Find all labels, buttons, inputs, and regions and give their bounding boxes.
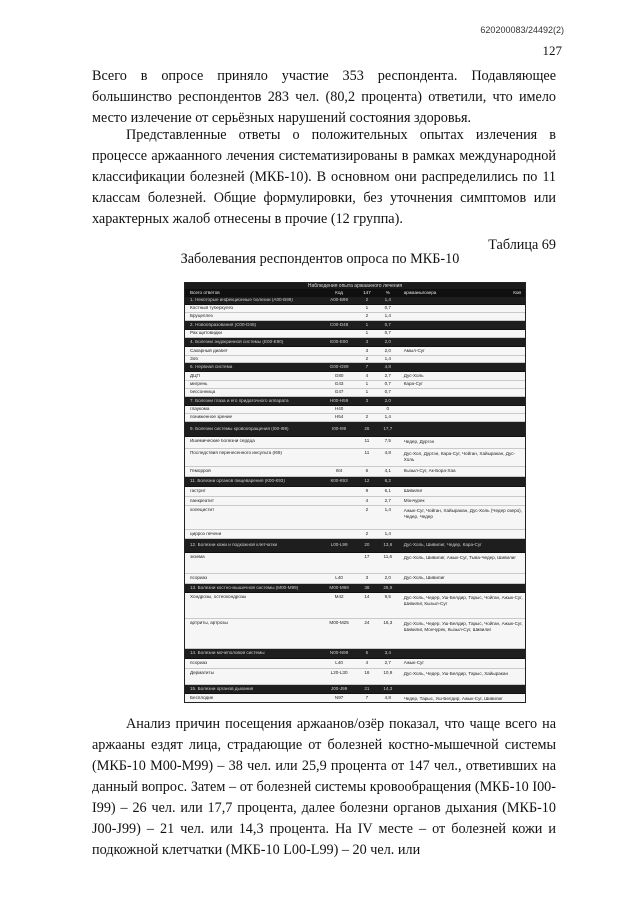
row-percent: 4,8 [384, 450, 391, 455]
row-count: 2 [365, 313, 369, 319]
row-code: Е00-Е90 [330, 339, 349, 344]
row-percent: 14,3 [383, 685, 393, 691]
header-percent: % [385, 289, 390, 295]
row-label: ДЦП [190, 373, 200, 378]
row-percent: 0,7 [384, 381, 391, 387]
row-label: 1. Некоторые инфекционные болезни (А00-В99) [190, 298, 293, 303]
row-code: А00-В99 [330, 298, 349, 303]
row-percent: 1,4 [384, 530, 391, 536]
row-code: G00-G99 [329, 364, 349, 369]
row-places: Дус-Холь, Шивилиг, Чедер, Кара-Суг [403, 543, 482, 548]
row-label: 14. Болезни мочеполовой системы [190, 651, 265, 656]
row-label: бессонница [190, 390, 216, 395]
table-row [185, 389, 525, 397]
row-places: Дус-Холь, Чедер, Уш-Белдир, Тарыс, Чойган, Ажык-Суг, Шивилиг, Кызыл-Суг [403, 595, 523, 606]
table-group-row [185, 338, 525, 347]
row-count: 3 [365, 397, 369, 403]
table-row [185, 449, 525, 467]
table-row [185, 467, 525, 477]
row-percent: 8,2 [384, 478, 391, 484]
row-code: H00-H59 [329, 398, 349, 403]
row-code: J00-J99 [330, 686, 348, 691]
table-row [185, 406, 525, 414]
table-group-row [185, 685, 525, 694]
row-percent: 1,4 [384, 313, 391, 319]
row-count: 7 [365, 695, 369, 700]
row-code: С00-D48 [329, 322, 349, 327]
table-row [185, 356, 525, 363]
paragraph-analysis: Анализ причин посещения аржаанов/озёр показал, что чаще всего на аржааны ездят лица, страдающие от болезней костно-мышечной системы (МКБ-10 М00-М99) – 38 чел. или 25,9 процента от 147 чел., ответивших на данный вопрос. Затем – от болезней системы кровообращения (МКБ-10 I00-I99) – 26 чел. или 17,7 процента, далее болезни органов дыхания (МКБ-10 J00-J99) – 21 чел. или 14,3 процента. На IV месте – от болезней кожи и подкожной клетчатки (МКБ-10 L00-L99) – 20 чел. или [92, 716, 556, 858]
row-places: Ажык-Суг [403, 661, 425, 666]
row-label: 7. Болезни глаза и его придаточного аппарата [190, 398, 289, 403]
table-row [185, 574, 525, 584]
table-row [185, 372, 525, 381]
table-row [185, 497, 525, 506]
row-percent: 25,9 [383, 584, 393, 590]
row-count: 2 [365, 414, 369, 420]
row-label: глаукома [190, 407, 210, 412]
row-count: 1 [365, 389, 369, 395]
row-label: 2. Новообразования (С00-D48) [190, 322, 257, 327]
row-label: 13. Болезни костно-мышечной системы (М00-М99) [190, 585, 299, 590]
table-row [185, 305, 525, 313]
table-row [185, 694, 525, 703]
row-places: Дус-Холь, Шивилиг [403, 576, 445, 581]
header-count: 147 [363, 289, 371, 295]
row-count: 3 [365, 338, 369, 344]
row-places: Дус-Холь [403, 373, 424, 378]
row-count: 14 [364, 594, 370, 599]
row-label: Зоб [190, 356, 198, 361]
row-percent: 4,1 [384, 468, 391, 474]
row-percent: 17,7 [383, 425, 393, 431]
row-percent: 16,3 [383, 620, 393, 625]
table-row [185, 506, 525, 530]
table-header-row [185, 289, 525, 297]
row-percent: 1,4 [384, 414, 391, 420]
row-percent: 2,0 [384, 338, 391, 344]
row-percent: 0,7 [384, 389, 391, 395]
row-places: Мончурек [403, 498, 425, 503]
row-percent: 4,8 [384, 363, 391, 369]
row-count: 6 [365, 468, 369, 474]
row-label: мигрень [190, 382, 208, 387]
table-row [185, 669, 525, 685]
row-percent: 3,4 [384, 650, 391, 656]
row-label: Костный туберкулез [190, 306, 234, 311]
row-count: 21 [364, 685, 370, 691]
row-percent: 1,4 [384, 297, 391, 303]
row-places: Дус-Хол, Дургэн, Кара-Суг, Чойган, Хайыракан, Дус-Холь [403, 451, 516, 462]
table-group-row [185, 539, 525, 553]
row-count: 38 [364, 584, 370, 590]
row-percent: 10,9 [383, 670, 393, 675]
row-count: 11 [364, 450, 370, 455]
row-code: H54 [334, 415, 344, 420]
row-percent: 2,0 [384, 347, 391, 353]
header-extra: Кой [513, 290, 521, 295]
row-code: H40 [334, 407, 344, 412]
table-row [185, 437, 525, 449]
row-percent: 0,7 [384, 321, 391, 327]
row-count: 24 [364, 620, 370, 625]
row-percent: 1,4 [384, 356, 391, 361]
row-code: N97 [334, 696, 344, 700]
table-group-row [185, 422, 525, 437]
row-count: 4 [365, 660, 369, 666]
table-group-row [185, 477, 525, 487]
row-label: пониженное зрение [190, 415, 233, 420]
row-code: G80 [334, 373, 344, 378]
row-label: Рак щитовидки [190, 331, 222, 336]
table-row [185, 593, 525, 619]
document-id: 620200083/24492(2) [480, 25, 564, 35]
row-label: Бруцеллез [190, 314, 213, 319]
row-places: Кызыл-Суг, Ак-Бора-Хаа [403, 469, 456, 474]
paragraph-icd-classification: Представленные ответы о положительных опытах излечения в процессе аржаанного лечения систематизированы в рамках международной классификации болезней (МКБ-10). В основном они распределились по 11 классам болезней. Общие формулировки, без уточнения симптомов или характерных жалоб отнесены в прочие (12 группа). [92, 127, 556, 227]
row-places: Дус-Холь, Чедер, Уш-Белдир, Тарыс, Хайыракан [403, 671, 509, 676]
row-label: 6. Нервная система [190, 364, 233, 369]
row-percent: 1,4 [384, 507, 391, 512]
header-answers: Всего ответов [190, 290, 220, 295]
row-count: 1 [365, 381, 369, 387]
row-code: М00-М25 [329, 621, 349, 625]
table-group-row [185, 649, 525, 659]
row-label: Геморрой [190, 469, 211, 474]
row-label: псориаз [190, 576, 208, 581]
row-label: Бесплодие [190, 696, 214, 700]
row-code: G47 [334, 390, 344, 395]
row-label: Ишемические болезни сердца [190, 439, 255, 443]
header-places-label: аржааны/озера [403, 290, 437, 295]
row-percent: 2,7 [384, 497, 391, 503]
row-label: экзема [190, 555, 205, 559]
row-places: Дус-Холь, Чедер, Уш-Белдир, Тарыс, Чойган, Ажык-Суг, Шивилиг, Мончурек, Кызыл-Суг, Шивилиг [403, 621, 523, 632]
row-label: артриты, артрозы [190, 621, 228, 625]
row-code: М00-М99 [329, 585, 349, 590]
row-places: Чедер, Тарыс, Уш-Белдир, Ажык-Суг, Шивилиг [403, 696, 503, 701]
table-row [185, 347, 525, 356]
table-row [185, 553, 525, 574]
table-row [185, 330, 525, 338]
row-count: 1 [365, 330, 369, 336]
header-code: Код [335, 290, 343, 295]
table-group-row [185, 397, 525, 406]
row-count: 7 [365, 363, 369, 369]
row-places: Ажык-Суг, Чойган, Хайыракан, Дус-Холь (Чедер озеро), Чедер, Чедер [403, 508, 522, 519]
row-label: 11. Болезни органов пищеварения (К00-К93) [190, 479, 285, 484]
row-label: псориаз [190, 661, 208, 666]
table-body [185, 297, 525, 703]
table-group-row [185, 584, 525, 593]
row-percent: 9,5 [384, 594, 391, 599]
row-label: 9. Болезни системы кровообращения (I00-I99) [190, 426, 289, 431]
table-row [185, 619, 525, 649]
table-number-label: Таблица 69 [488, 237, 556, 253]
table-row [185, 414, 525, 422]
row-code: I00-I99 [331, 426, 347, 431]
header-places [398, 291, 525, 296]
row-code: L40 [335, 576, 343, 581]
row-percent: 4,8 [384, 695, 391, 700]
table-title: Заболевания респондентов опроса по МКБ-10 [180, 251, 460, 267]
row-code: L00-L99 [330, 543, 348, 548]
row-count: 2 [365, 297, 369, 303]
disease-table [184, 282, 526, 703]
row-code: G43 [334, 382, 344, 387]
row-percent: 0 [386, 406, 390, 412]
row-code: К00-К93 [330, 479, 348, 484]
row-percent: 0,7 [384, 330, 391, 336]
row-code: L40 [335, 661, 343, 666]
page-number: 127 [542, 43, 562, 58]
row-label: 4. Болезни эндокринной системы (Е00-Е90) [190, 339, 284, 344]
table-row [185, 487, 525, 497]
row-code: I84 [335, 469, 343, 474]
row-count: 4 [365, 372, 369, 378]
table-group-row [185, 363, 525, 372]
row-percent: 11,6 [383, 554, 393, 559]
table-row [185, 313, 525, 321]
paragraph-survey-participants: Всего в опросе приняло участие 353 респондента. Подавляющее большинство респондентов 283 чел. (80,2 процента) ответили, что имело место излечение от серьёзных нарушений состояния здоровья. [92, 68, 556, 126]
table-caption: Наблюдения опыта аржаанного лечения [185, 283, 525, 289]
row-code: L20-L30 [330, 671, 348, 675]
table-row [185, 381, 525, 389]
row-places: Амыл-Суг [403, 348, 425, 353]
table-row [185, 530, 525, 539]
row-percent: 13,6 [383, 542, 393, 548]
row-count: 26 [364, 425, 370, 431]
row-places: Кара-Суг [403, 382, 423, 387]
row-label: Дерматиты [190, 671, 214, 675]
row-label: холецистит [190, 508, 215, 512]
row-count: 1 [365, 305, 369, 311]
row-count: 3 [365, 575, 369, 581]
row-label: гастрит [190, 489, 206, 494]
row-places: Шивилиг [403, 489, 423, 494]
row-count: 11 [364, 438, 370, 443]
row-count: 5 [365, 650, 369, 656]
row-count: 2 [365, 507, 369, 512]
row-code: М42 [334, 595, 344, 599]
row-label: Последствия перенесенного инсульта (I69) [190, 451, 282, 455]
row-label: Сахарный диабет [190, 348, 228, 353]
row-count: 2 [365, 530, 369, 536]
row-label: Хондрозы, остеохондрозы [190, 595, 247, 599]
row-percent: 7,5 [384, 438, 391, 443]
row-count: 12 [364, 478, 370, 484]
row-percent: 6,1 [384, 488, 391, 494]
row-places: Дус-Холь, Шивилиг, Ажык-Суг, Тыва-Чедер, Шивилиг [403, 555, 517, 560]
row-percent: 2,0 [384, 397, 391, 403]
row-count: 20 [364, 542, 370, 548]
row-percent: 2,7 [384, 660, 391, 666]
row-count: 1 [365, 321, 369, 327]
table-row [185, 659, 525, 669]
row-label: 12. Болезни кожи и подкожной клетчатки [190, 543, 278, 548]
row-label: панкреатит [190, 498, 214, 503]
row-count: 4 [365, 497, 369, 503]
row-percent: 0,7 [384, 305, 391, 311]
row-places: Чедер, Дургэн [403, 439, 435, 444]
row-percent: 2,7 [384, 372, 391, 378]
row-percent: 2,0 [384, 575, 391, 581]
row-code: N00-N99 [329, 651, 349, 656]
row-label: 15. Болезни органов дыхания [190, 686, 254, 691]
row-count: 2 [365, 356, 369, 361]
table-group-row [185, 321, 525, 330]
row-count: 9 [365, 488, 369, 494]
row-count: 16 [364, 670, 370, 675]
table-group-row [185, 297, 525, 305]
row-label: цирроз печени [190, 531, 222, 536]
row-count: 17 [364, 554, 370, 559]
row-count: 3 [365, 347, 369, 353]
